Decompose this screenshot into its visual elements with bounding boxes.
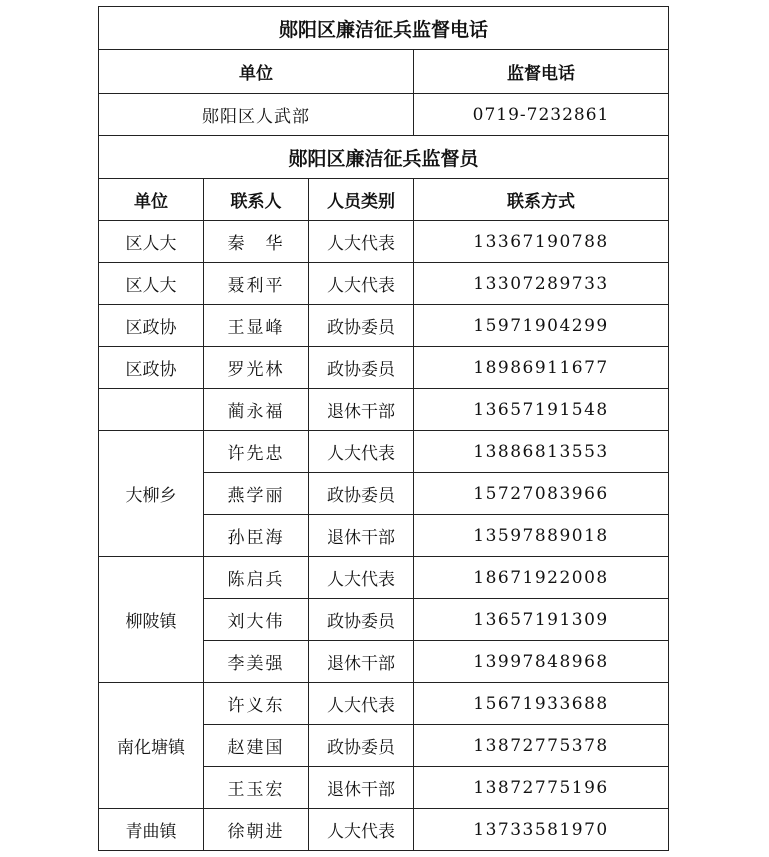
phone-cell: 18671922008 <box>414 557 669 599</box>
contact-cell: 陈启兵 <box>204 557 309 599</box>
table-row <box>99 683 669 725</box>
contact-cell: 燕学丽 <box>204 473 309 515</box>
contact-cell: 赵建国 <box>204 725 309 767</box>
unit-cell: 大柳乡 <box>99 431 204 557</box>
unit-cell: 区人大 <box>99 221 204 263</box>
unit-cell: 区政协 <box>99 305 204 347</box>
category-cell: 政协委员 <box>309 599 414 641</box>
table-row <box>99 263 669 305</box>
contact-cell: 刘大伟 <box>204 599 309 641</box>
header-unit: 单位 <box>99 179 204 221</box>
unit-cell: 区人大 <box>99 263 204 305</box>
phone-cell: 13872775378 <box>414 725 669 767</box>
category-cell: 人大代表 <box>309 809 414 851</box>
contact-cell: 王显峰 <box>204 305 309 347</box>
category-cell: 人大代表 <box>309 557 414 599</box>
phone-cell: 13597889018 <box>414 515 669 557</box>
contact-cell: 聂利平 <box>204 263 309 305</box>
unit-cell: 区政协 <box>99 347 204 389</box>
hotline-phone: 0719-7232861 <box>414 94 669 136</box>
unit-cell: 柳陂镇 <box>99 557 204 683</box>
table-row <box>99 389 669 431</box>
contact-cell: 孙臣海 <box>204 515 309 557</box>
table-row <box>99 221 669 263</box>
contact-cell: 蔺永福 <box>204 389 309 431</box>
category-cell: 退休干部 <box>309 389 414 431</box>
header-contact: 联系人 <box>204 179 309 221</box>
unit-cell: 青曲镇 <box>99 809 204 851</box>
table-row <box>99 305 669 347</box>
header-category: 人员类别 <box>309 179 414 221</box>
phone-cell: 13657191548 <box>414 389 669 431</box>
hotline-header-row <box>99 50 669 94</box>
members-title: 郧阳区廉洁征兵监督员 <box>99 136 669 179</box>
phone-cell: 15727083966 <box>414 473 669 515</box>
category-cell: 政协委员 <box>309 725 414 767</box>
phone-cell: 13872775196 <box>414 767 669 809</box>
category-cell: 退休干部 <box>309 641 414 683</box>
contact-cell: 秦 华 <box>204 221 309 263</box>
contact-cell: 许义东 <box>204 683 309 725</box>
header-phone: 联系方式 <box>414 179 669 221</box>
phone-cell: 13997848968 <box>414 641 669 683</box>
category-cell: 政协委员 <box>309 473 414 515</box>
unit-cell: 南化塘镇 <box>99 683 204 809</box>
phone-cell: 13307289733 <box>414 263 669 305</box>
phone-cell: 15671933688 <box>414 683 669 725</box>
category-cell: 人大代表 <box>309 263 414 305</box>
phone-cell: 13657191309 <box>414 599 669 641</box>
hotline-unit: 郧阳区人武部 <box>99 94 414 136</box>
category-cell: 人大代表 <box>309 431 414 473</box>
phone-cell: 15971904299 <box>414 305 669 347</box>
category-cell: 政协委员 <box>309 305 414 347</box>
hotline-col-unit: 单位 <box>99 50 414 94</box>
category-cell: 退休干部 <box>309 515 414 557</box>
phone-cell: 13733581970 <box>414 809 669 851</box>
category-cell: 人大代表 <box>309 221 414 263</box>
hotline-title: 郧阳区廉洁征兵监督电话 <box>99 7 669 50</box>
supervision-document <box>98 6 668 851</box>
unit-cell <box>99 389 204 431</box>
table-row <box>99 431 669 473</box>
table-row <box>99 809 669 851</box>
contact-cell: 徐朝进 <box>204 809 309 851</box>
category-cell: 退休干部 <box>309 767 414 809</box>
hotline-title-row <box>99 7 669 50</box>
table-row <box>99 557 669 599</box>
phone-cell: 13367190788 <box>414 221 669 263</box>
hotline-data-row <box>99 94 669 136</box>
contact-cell: 王玉宏 <box>204 767 309 809</box>
members-header-row <box>99 179 669 221</box>
members-title-row <box>99 136 669 179</box>
category-cell: 政协委员 <box>309 347 414 389</box>
contact-cell: 罗光林 <box>204 347 309 389</box>
category-cell: 人大代表 <box>309 683 414 725</box>
contact-cell: 许先忠 <box>204 431 309 473</box>
contact-cell: 李美强 <box>204 641 309 683</box>
supervision-table <box>98 6 669 851</box>
phone-cell: 13886813553 <box>414 431 669 473</box>
hotline-col-phone: 监督电话 <box>414 50 669 94</box>
table-row <box>99 347 669 389</box>
phone-cell: 18986911677 <box>414 347 669 389</box>
